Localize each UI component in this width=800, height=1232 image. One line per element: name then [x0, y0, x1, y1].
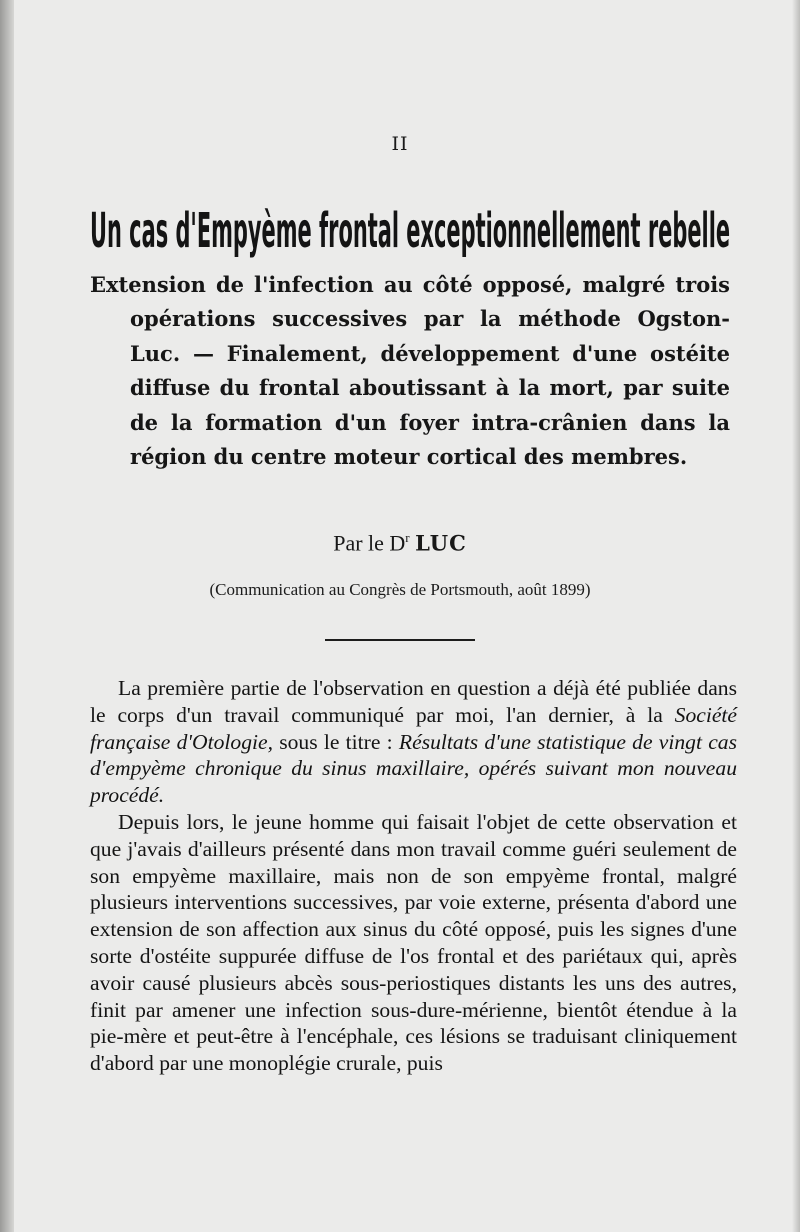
cited-work-title: Résultats d'une statistique de vingt cas d'empyème chronique du sinus maxillaire, opérés suivant mon nouveau procédé.	[90, 729, 737, 808]
page-edge-shadow	[792, 0, 800, 1232]
paragraph-1-text-b: sous le titre :	[272, 729, 399, 754]
society-name: Société française d'Otologie,	[90, 702, 737, 754]
article-title: Un cas d'Empyème frontal exceptionnellement rebelle	[90, 203, 731, 259]
communication-note: (Communication au Congrès de Portsmouth, août 1899)	[209, 580, 591, 599]
section-number: II	[391, 133, 409, 155]
section-divider	[325, 639, 475, 641]
author-prefix: Par le D	[333, 530, 406, 556]
page-gutter-shadow	[0, 0, 14, 1232]
author-line	[0, 530, 800, 556]
article-body	[90, 675, 737, 1077]
body-paragraph-2: Depuis lors, le jeune homme qui faisait l'objet de cette observation et que j'avais d'ailleurs présenté dans mon travail comme guéri seulement de son empyème maxillaire, mais non de son empyème frontal, malgré plusieurs interventions successives, par voie externe, présenta d'abord une extension de son affection aux sinus du côté opposé, puis les signes d'une sorte d'ostéite suppurée diffuse de l'os frontal et des pariétaux qui, après avoir causé plusieurs abcès sous-periostiques distants les uns des autres, finit par amener une infection sous-dure-mérienne, bientôt étendue à la pie-mère et peut-être à l'encéphale, ces lésions se traduisant cliniquement d'abord par une monoplégie crurale, puis	[90, 809, 737, 1076]
author-name: LUC	[415, 530, 467, 556]
author-title-superscript: r	[405, 530, 410, 545]
paragraph-1-text-a: La première partie de l'observation en question a déjà été publiée dans le corps d'un travail communiqué par moi, l'an dernier, à la	[90, 676, 737, 727]
article-summary: Extension de l'infection au côté opposé, malgré trois opérations successives par la méthode Ogston-Luc. — Finalement, développement d'une ostéite diffuse du frontal aboutissant à la mort, par suite de la formation d'un foyer intra-crânien dans la région du centre moteur cortical des membres.	[90, 272, 730, 470]
body-paragraph-1	[90, 675, 737, 809]
